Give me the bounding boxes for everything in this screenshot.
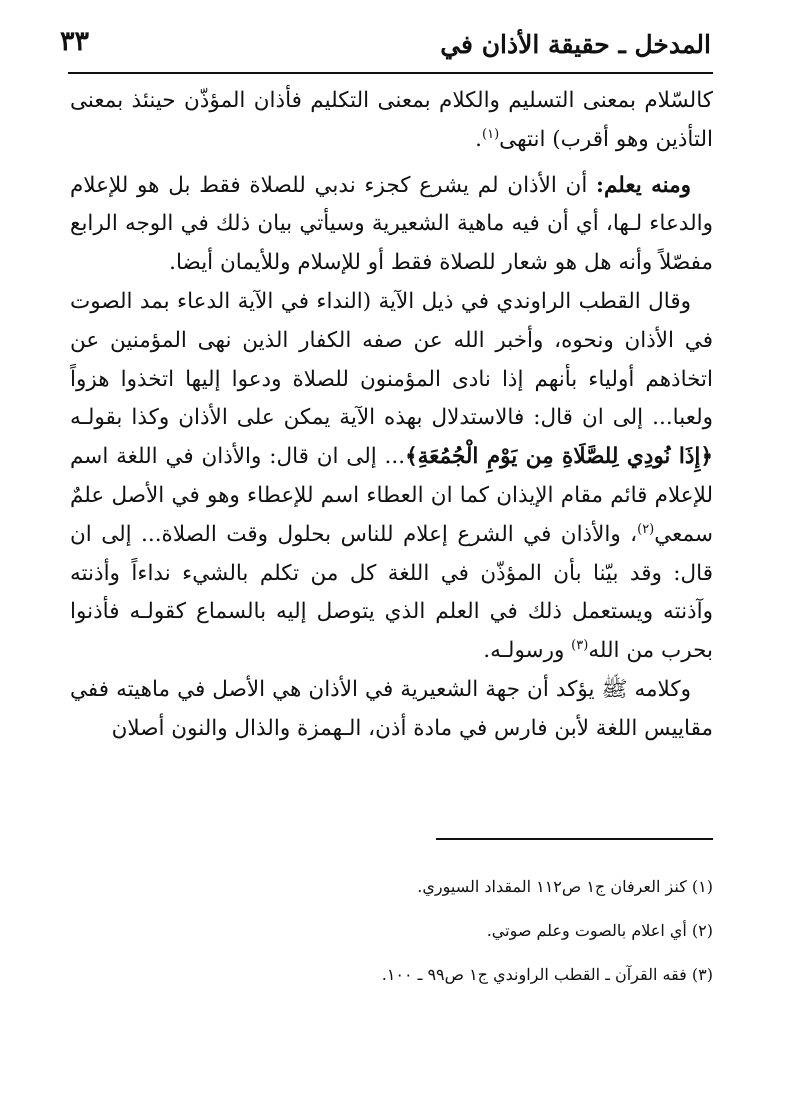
- paragraph-4: [70, 671, 713, 749]
- paragraph-3-part-d: ورسولـه.: [483, 638, 572, 664]
- paragraph-3-part-c: ، والأذان في الشرع إعلام للناس بحلول وقت الصلاة... إلى ان قال: وقد بيّنا بأن المؤذّن في اللغة كل من تكلم بالشيء نداءاً وأذنته وآذنته ويستعمل ذلك في العلم الذي يتوصل إليه بالسماع كقولـه فأذنوا بحرب من الله: [70, 521, 713, 664]
- page-number: ٣٣: [60, 26, 90, 57]
- footnote-3: (٣) فقه القرآن ـ القطب الراوندي ج١ ص٩٩ ـ ١٠٠.: [381, 965, 713, 984]
- footnote-ref-2: (٢): [637, 521, 655, 537]
- paragraph-3: [70, 283, 713, 671]
- footnote-2: (٢) أي اعلام بالصوت وعلم صوتي.: [486, 921, 713, 940]
- paragraph-1-text: كالسّلام بمعنى التسليم والكلام بمعنى التكليم فأذان المؤذّن حينئذ بمعنى التأذين وهو أقرب) انتهى: [70, 88, 713, 152]
- paragraph-3-part-a: وقال القطب الراوندي في ذيل الآية (النداء في الآية الدعاء بمد الصوت في الأذان ونحوه، وأخبر الله عن صفه الكفار الذين نهى المؤمنين عن اتخاذهم أولياء بأنهم إذا نادى المؤمنون للصلاة ودعوا إليها اتخذوا هزواً ولعبا... إلى ان قال: فالاستدلال بهذه الآية يمكن على الأذان وكذا بقولـه: [70, 288, 713, 431]
- header-divider: [68, 72, 713, 74]
- footnote-ref-3: (٣): [571, 638, 589, 653]
- main-text: [70, 82, 713, 749]
- footnote-ref-1: (١): [482, 126, 500, 142]
- running-title: المدخل ـ حقيقة الأذان في: [440, 30, 711, 59]
- paragraph-2-lead: ومنه يعلم:: [596, 172, 691, 198]
- paragraph-4-text: وكلامه ﷺ يؤكد أن جهة الشعيرية في الأذان هي الأصل في ماهيته ففي مقاييس اللغة لأبن فارس في مادة أذن، الـهمزة والذال والنون أصلان: [70, 676, 713, 741]
- footnotes: [70, 865, 713, 997]
- paragraph-2: [70, 167, 713, 283]
- footnote-divider: [436, 838, 713, 840]
- paragraph-1: [70, 82, 713, 160]
- paragraph-3-part-b: ... إلى ان قال: والأذان في اللغة اسم للإعلام قائم مقام الإيذان كما ان العطاء اسم للإعطاء وهو في الأصل علمٌ سمعي: [70, 444, 713, 547]
- paragraph-1-end: .: [475, 126, 483, 152]
- paragraph-2-text: أن الأذان لم يشرع كجزء ندبي للصلاة فقط بل هو للإعلام والدعاء لـها، أي أن فيه ماهية الشعيرية وسيأتي بيان ذلك في الوجه الرابع مفصّلاً وأنه هل هو شعار للصلاة فقط أو للإسلام وللأيمان أيضا.: [70, 172, 713, 276]
- quran-verse: ﴿إِذَا نُودِي لِلصَّلَاةِ مِن يَوْمِ الْجُمُعَةِ﴾: [405, 444, 713, 470]
- footnote-1: (١) كنز العرفان ج١ ص١١٢ المقداد السيوري.: [417, 877, 713, 896]
